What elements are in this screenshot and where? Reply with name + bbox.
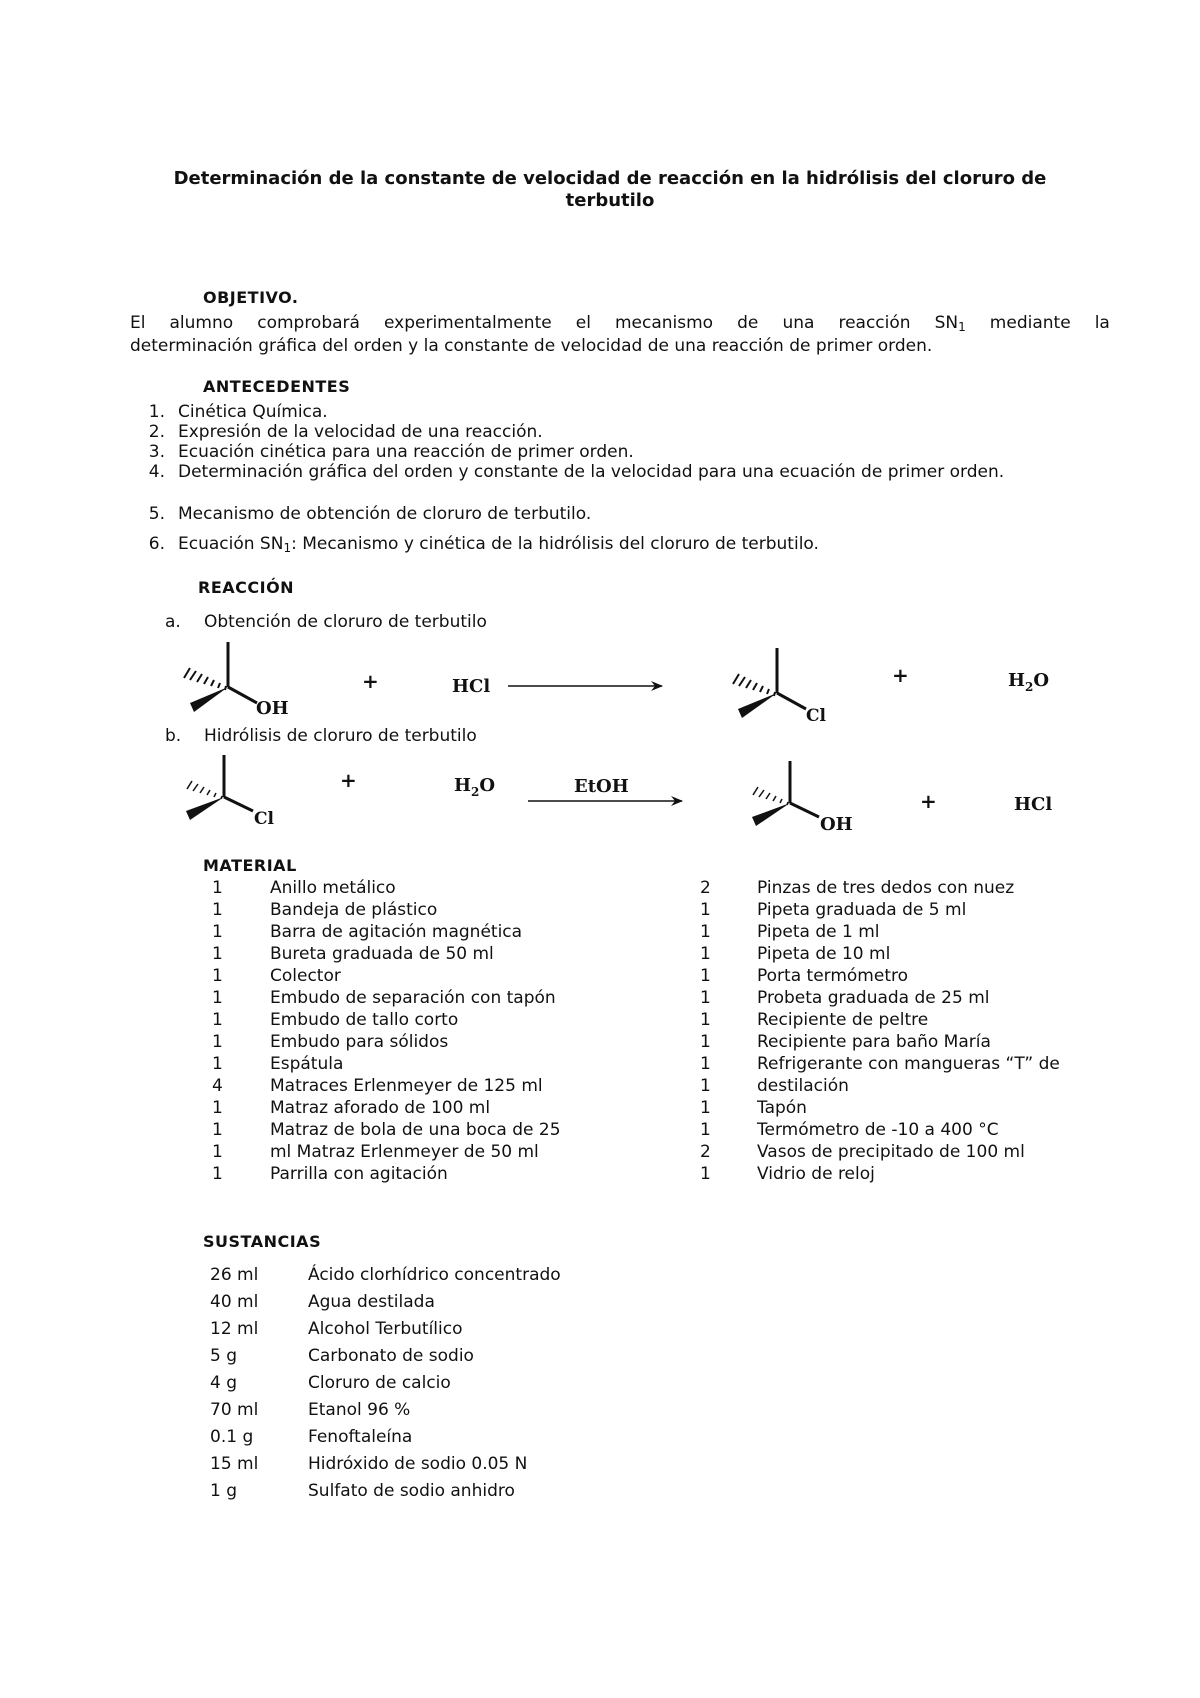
list-item: Bureta graduada de 50 ml <box>270 944 494 964</box>
list-item: 3. Ecuación cinética para una reacción de primer orden. <box>148 442 634 462</box>
table-row: 15 ml Hidróxido de sodio 0.05 N <box>210 1454 528 1474</box>
list-item: Pinzas de tres dedos con nuez <box>757 878 1015 898</box>
objetivo-word: una <box>782 313 815 333</box>
list-item: Bandeja de plástico <box>270 900 438 920</box>
list-item: Parrilla con agitación <box>270 1164 448 1184</box>
list-item: Termómetro de -10 a 400 °C <box>757 1120 999 1140</box>
hydroxyl-label: OH <box>256 698 289 719</box>
sn-subscript: 1 <box>958 320 966 334</box>
objetivo-line-2: determinación gráfica del orden y la constante de velocidad de una reacción de primer orden. <box>130 336 933 356</box>
list-item: 1. Cinética Química. <box>148 402 328 422</box>
table-row: 70 ml Etanol 96 % <box>210 1400 411 1420</box>
table-row: 0.1 g Fenoftaleína <box>210 1427 413 1447</box>
antecedentes-heading: ANTECEDENTES <box>203 377 351 396</box>
objetivo-heading: OBJETIVO. <box>203 288 299 307</box>
objetivo-word: reacción <box>838 313 911 333</box>
list-item: Tapón <box>757 1098 807 1118</box>
list-item: Recipiente para baño María <box>757 1032 991 1052</box>
list-item: Recipiente de peltre <box>757 1010 929 1030</box>
water-product: $H_2O$ <box>1008 670 1050 694</box>
table-row: 40 ml Agua destilada <box>210 1292 435 1312</box>
list-item: Barra de agitación magnética <box>270 922 523 942</box>
reaccion-a-label: Obtención de cloruro de terbutilo <box>204 612 487 632</box>
list-item: Pipeta de 1 ml <box>757 922 880 942</box>
tert-butyl-alcohol-structure <box>752 761 853 835</box>
table-row: 12 ml Alcohol Terbutílico <box>210 1319 463 1339</box>
material-right-items <box>757 877 1157 1185</box>
table-row: 1 g Sulfato de sodio anhidro <box>210 1481 515 1501</box>
list-item: Matraz aforado de 100 ml <box>270 1098 491 1118</box>
list-item: Probeta graduada de 25 ml <box>757 988 990 1008</box>
list-item: Vasos de precipitado de 100 ml <box>757 1142 1025 1162</box>
document-title: Determinación de la constante de velocidad de reacción en la hidrólisis del cloruro de terbutilo <box>173 168 1047 211</box>
plus-sign: + <box>920 789 937 813</box>
objetivo-word: mediante <box>989 313 1071 333</box>
table-row: 5 g Carbonato de sodio <box>210 1346 474 1366</box>
list-item: Refrigerante con mangueras “T” de <box>757 1054 1060 1074</box>
objetivo-word: de <box>737 313 759 333</box>
sustancias-table <box>210 1262 561 1505</box>
material-right-quantities: 2 1 1 1 1 1 1 1 1 1 1 1 2 1 <box>700 878 711 1184</box>
plus-sign: + <box>362 669 379 693</box>
list-item: ml Matraz Erlenmeyer de 50 ml <box>270 1142 539 1162</box>
list-item: Espátula <box>270 1054 344 1074</box>
list-item: 2. Expresión de la velocidad de una reacción. <box>148 422 543 442</box>
reaccion-a-letter: a. <box>165 612 181 632</box>
objetivo-word: comprobará <box>257 313 360 333</box>
hcl-product: HCl <box>1014 794 1053 815</box>
list-item: Pipeta graduada de 5 ml <box>757 900 967 920</box>
objetivo-word: el <box>575 313 591 333</box>
reaccion-heading: REACCIÓN <box>198 578 295 597</box>
material-left-items <box>270 877 690 1185</box>
table-row: 26 ml Ácido clorhídrico concentrado <box>210 1265 561 1285</box>
list-item: Embudo de separación con tapón <box>270 988 556 1008</box>
sustancias-heading: SUSTANCIAS <box>203 1232 322 1251</box>
plus-sign: + <box>892 663 909 687</box>
tert-butyl-chloride-structure <box>186 755 275 829</box>
tert-butyl-chloride-structure <box>733 648 827 726</box>
list-item: 6. Ecuación SN1: Mecanismo y cinética de la hidrólisis del cloruro de terbutilo. <box>148 534 819 555</box>
list-item: Porta termómetro <box>757 966 908 986</box>
list-item: Embudo de tallo corto <box>270 1010 459 1030</box>
chlorine-label: Cl <box>806 706 826 726</box>
objetivo-word: mecanismo <box>614 313 714 333</box>
list-item: Matraz de bola de una boca de 25 <box>270 1120 561 1140</box>
water-reagent: $H_2O$ <box>454 775 496 799</box>
reaccion-b-letter: b. <box>165 726 182 746</box>
list-item: Matraces Erlenmeyer de 125 ml <box>270 1076 543 1096</box>
list-item: Vidrio de reloj <box>757 1164 875 1184</box>
objetivo-word: la <box>1094 313 1110 333</box>
objetivo-word: SN <box>934 313 959 333</box>
list-item: 5. Mecanismo de obtención de cloruro de terbutilo. <box>148 504 592 524</box>
table-row: 4 g Cloruro de calcio <box>210 1373 451 1393</box>
objetivo-word: experimentalmente <box>384 313 552 333</box>
list-item: Embudo para sólidos <box>270 1032 449 1052</box>
list-item: Anillo metálico <box>270 878 396 898</box>
objetivo-word: El <box>130 313 146 333</box>
list-item: Pipeta de 10 ml <box>757 944 891 964</box>
objetivo-word: alumno <box>169 313 234 333</box>
chlorine-label: Cl <box>254 809 274 829</box>
list-item: 4. Determinación gráfica del orden y constante de la velocidad para una ecuación de primer orden. <box>148 462 1005 482</box>
material-heading: MATERIAL <box>203 856 297 875</box>
list-item: destilación <box>757 1076 849 1096</box>
list-item: Colector <box>270 966 341 986</box>
material-left-quantities: 1 1 1 1 1 1 1 1 1 4 1 1 1 1 <box>212 878 223 1184</box>
plus-sign: + <box>340 768 357 792</box>
hcl-reagent: HCl <box>452 676 491 697</box>
tert-butyl-alcohol-structure <box>184 642 289 719</box>
ethanol-solvent: EtOH <box>574 776 629 797</box>
reaccion-b-label: Hidrólisis de cloruro de terbutilo <box>204 726 477 746</box>
hydroxyl-label: OH <box>820 814 853 835</box>
